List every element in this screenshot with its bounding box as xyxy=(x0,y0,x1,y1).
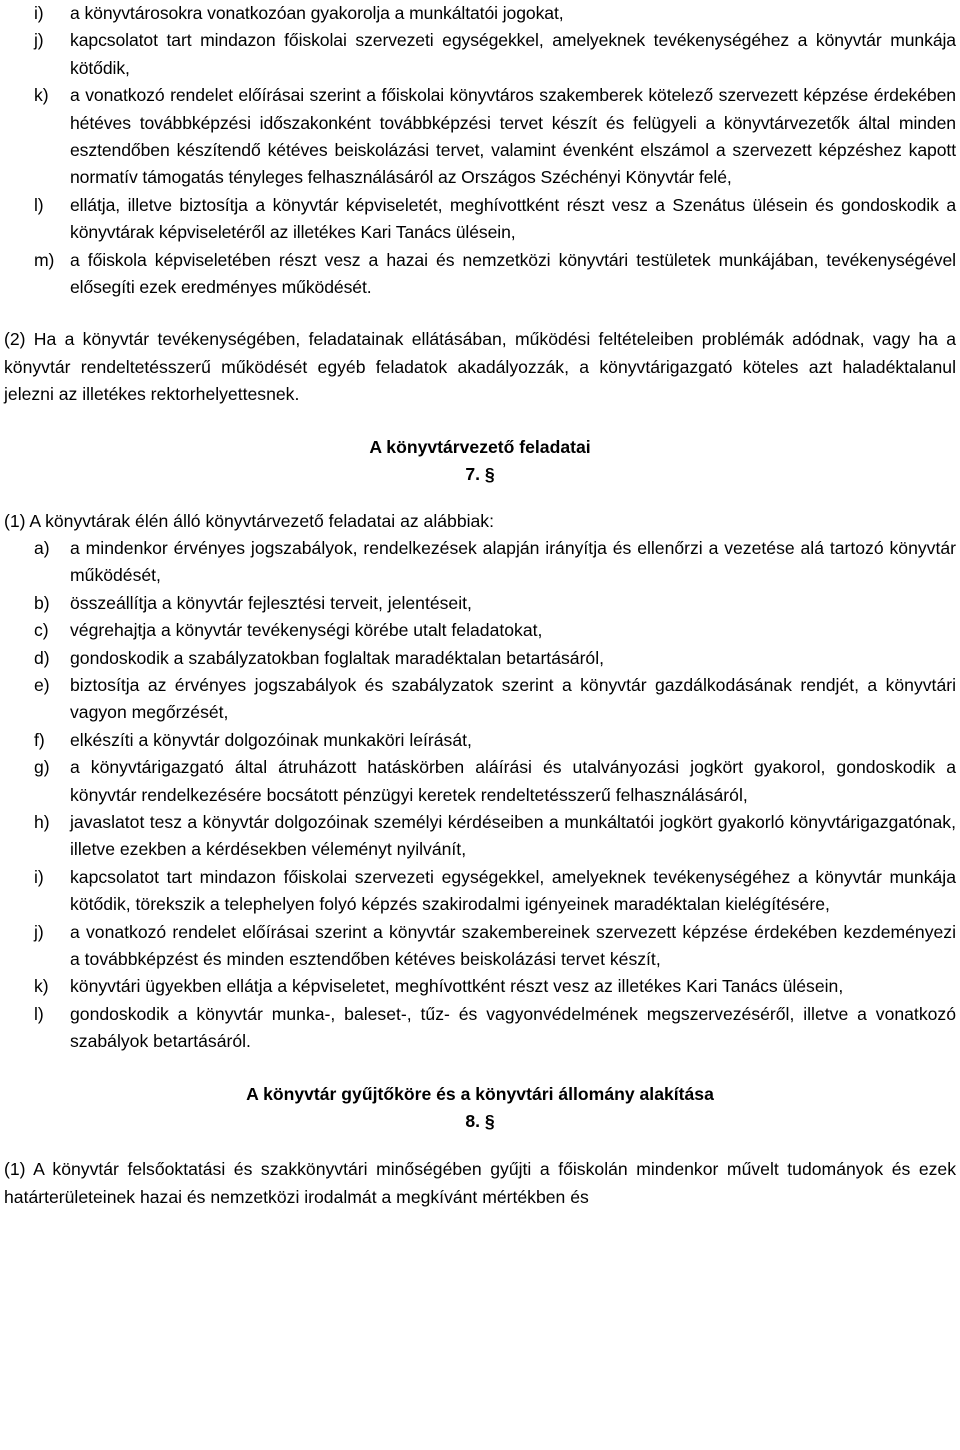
list-item-text: kapcsolatot tart mindazon főiskolai szervezeti egységekkel, amelyeknek tevékenységéhez a könyvtár munkája kötődik, xyxy=(70,30,956,78)
list-item-label: a) xyxy=(34,537,50,558)
list-item xyxy=(4,82,956,192)
section-7-number: 7. § xyxy=(465,464,495,485)
section-8-number: 8. § xyxy=(465,1111,495,1132)
list-item-text: kapcsolatot tart mindazon főiskolai szervezeti egységekkel, amelyeknek tevékenységéhez a könyvtár munkája kötődik, törekszik a telephelyen folyó képzés szakirodalmi igényeinek maradéktalan kielégítésére, xyxy=(70,866,956,915)
list-item-label: f) xyxy=(34,729,45,750)
list-item xyxy=(4,645,956,672)
list-item xyxy=(4,1001,956,1056)
list-item-label: j) xyxy=(34,921,44,942)
list-item-label: b) xyxy=(34,592,50,613)
section-8-title: A könyvtár gyűjtőköre és a könyvtári állomány alakítása xyxy=(246,1083,714,1104)
list-item xyxy=(4,809,956,864)
list-item-label: g) xyxy=(34,757,50,778)
list-item xyxy=(4,27,956,82)
list-item xyxy=(4,590,956,617)
list-item-label: d) xyxy=(34,647,50,668)
list-item-text: elkészíti a könyvtár dolgozóinak munkaköri leírását, xyxy=(70,729,472,750)
list-item xyxy=(4,754,956,809)
list-item-label: l) xyxy=(34,1003,44,1024)
list-item-text: javaslatot tesz a könyvtár dolgozóinak személyi kérdéseiben a munkáltatói jogkört gyakorló könyvtárigazgatónak, illetve ezekben a kérdésekben véleményt nyilvánít, xyxy=(70,811,956,860)
list-item-label: i) xyxy=(34,3,44,23)
list-item xyxy=(4,919,956,974)
section-8-intro: (1) A könyvtár felsőoktatási és szakkönyvtári minőségében gyűjti a főiskolán mindenkor művelt tudományok és ezek határterületeinek hazai és nemzetközi irodalmát a megkívánt mértékben és xyxy=(4,1159,956,1207)
list-item-text: gondoskodik a szabályzatokban foglaltak maradéktalan betartásáról, xyxy=(70,647,605,668)
list-item-text: a könyvtárigazgató által átruházott hatáskörben aláírási és utalványozási jogkört gyakorol, gondoskodik a könyvtár rendelkezésére bocsátott pénzügyi keretek rendeltetésszerű felhasználásáról, xyxy=(70,757,956,805)
list-item xyxy=(4,0,956,27)
list-item-text: összeállítja a könyvtár fejlesztési terveit, jelentéseit, xyxy=(70,592,472,613)
list-item xyxy=(4,535,956,590)
list-item-text: a vonatkozó rendelet előírásai szerint a könyvtár szakembereinek szervezett képzése érdekében kezdeményezi a továbbképzést és minden esztendőben kétéves beiskolázási tervet készít, xyxy=(70,921,956,969)
list-item xyxy=(4,192,956,247)
section-7-title: A könyvtárvezető feladatai xyxy=(369,436,591,457)
list-item-label: m) xyxy=(34,249,55,270)
list-item xyxy=(4,727,956,754)
top-list xyxy=(4,0,956,301)
list-item-text: végrehajtja a könyvtár tevékenységi körébe utalt feladatokat, xyxy=(70,620,543,641)
list-item xyxy=(4,973,956,1000)
section-7-intro: (1) A könyvtárak élén álló könyvtárvezető feladatai az alábbiak: xyxy=(4,510,494,531)
list-item-label: i) xyxy=(34,866,44,887)
list-item-text: ellátja, illetve biztosítja a könyvtár képviseletét, meghívottként részt vesz a Szenátus ülésein és gondoskodik a könyvtárak képviseletéről az illetékes Kari Tanács ülésein, xyxy=(70,194,956,243)
list-item-label: k) xyxy=(34,85,49,106)
list-item-label: j) xyxy=(34,30,44,51)
list-item-label: k) xyxy=(34,976,49,997)
list-item-text: biztosítja az érvényes jogszabályok és szabályzatok szerint a könyvtár gazdálkodásának rendjét, a könyvtári vagyon megőrzését, xyxy=(70,674,956,723)
list-item-text: a mindenkor érvényes jogszabályok, rendelkezések alapján irányítja és ellenőrzi a vezetése alá tartozó könyvtár működését, xyxy=(70,537,956,586)
section-7-list xyxy=(4,535,956,1056)
list-item-label: l) xyxy=(34,194,44,215)
list-item xyxy=(4,247,956,302)
list-item-text: a főiskola képviseletében részt vesz a hazai és nemzetközi könyvtári testületek munkájában, tevékenységével elősegíti ezek eredményes működését. xyxy=(70,249,956,298)
list-item-label: c) xyxy=(34,620,49,641)
list-item-text: könyvtári ügyekben ellátja a képviseletet, meghívottként részt vesz az illetékes Kari Tanács ülésein, xyxy=(70,976,844,997)
paragraph-2: (2) Ha a könyvtár tevékenységében, feladatainak ellátásában, működési feltételeiben problémák adódnak, vagy ha a könyvtár rendeltetésszerű működését egyéb feladatok akadályozzák, a könyvtárigazgató köteles azt haladéktalanul jelezni az illetékes rektorhelyettesnek. xyxy=(4,329,956,405)
list-item-label: h) xyxy=(34,811,50,832)
list-item xyxy=(4,617,956,644)
list-item-text: gondoskodik a könyvtár munka-, baleset-, tűz- és vagyonvédelmének megszervezéséről, illetve a vonatkozó szabályok betartásáról. xyxy=(70,1003,956,1052)
list-item xyxy=(4,672,956,727)
list-item xyxy=(4,864,956,919)
list-item-text: a könyvtárosokra vonatkozóan gyakorolja a munkáltatói jogokat, xyxy=(70,3,564,23)
list-item-text: a vonatkozó rendelet előírásai szerint a főiskolai könyvtáros szakemberek kötelező szervezett képzése érdekében hétéves továbbképzési időszakonként továbbképzési tervet készít és felügyeli a könyvtárvezetők által minden esztendőben készítendő kétéves beiskolázási tervet, valamint évenként elszámol a szervezett képzéshez kapott normatív támogatás tényleges felhasználásáról az Országos Széchényi Könyvtár felé, xyxy=(70,85,956,188)
list-item-label: e) xyxy=(34,674,50,695)
